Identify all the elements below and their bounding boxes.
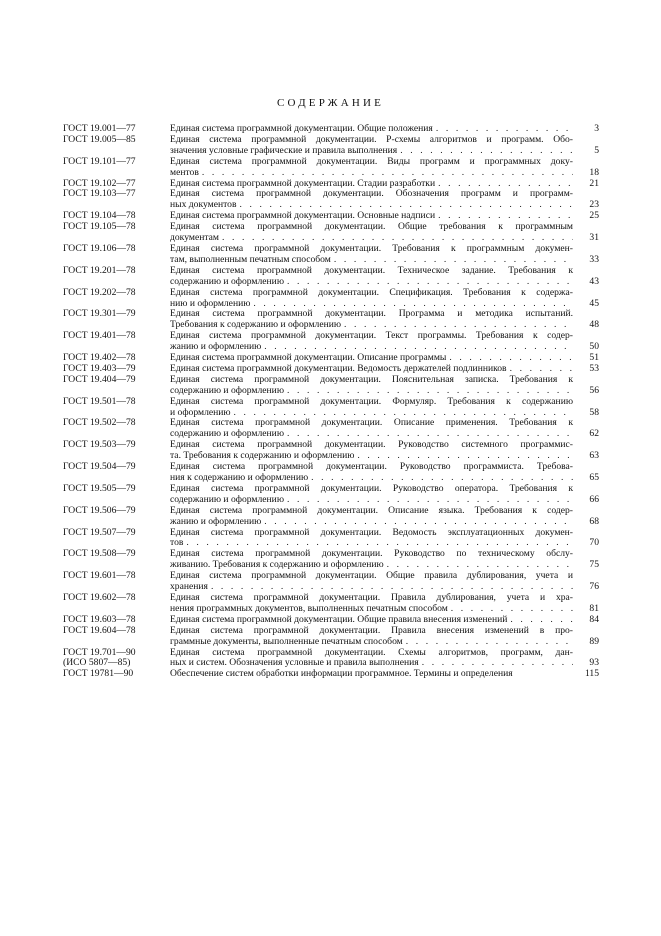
standard-code: ГОСТ 19.202—78 <box>63 286 136 298</box>
entry-title-text: Единая система программной документации. Общие правила дублирования, учета и <box>170 571 573 582</box>
dot-leader <box>284 277 573 288</box>
entry-title-line <box>170 179 599 190</box>
entry-title-text: жанию и оформлению <box>170 516 262 527</box>
entry-title-text: Единая система программной документации. Общие требования к программным <box>170 222 573 233</box>
toc-entry <box>63 135 599 157</box>
entry-title-text: Единая система программной документации. Описание программы <box>170 353 447 364</box>
dot-leader <box>433 124 573 135</box>
entry-description <box>170 549 599 571</box>
toc-entry <box>63 648 599 670</box>
entry-title-text: Единая система программной документации. Основные надписи <box>170 211 436 222</box>
entry-title-text: Единая система программной документации. Р-схемы алгоритмов и программ. Обо- <box>170 134 573 145</box>
entry-title-line <box>170 560 599 571</box>
entry-description <box>170 506 599 528</box>
entry-title-line <box>170 582 599 593</box>
entry-title-text: Единая система программной документации. Пояснительная записка. Требования к <box>170 374 573 385</box>
entry-title-line <box>170 189 599 200</box>
entry-title-text: содержанию и оформлению <box>170 429 284 440</box>
entry-description <box>170 648 599 670</box>
entry-title-text: Единая система программной документации. Стадии разработки <box>170 178 436 189</box>
standard-code: ГОСТ 19.508—79 <box>63 548 136 560</box>
entry-title-line <box>170 397 599 408</box>
page-number: 33 <box>589 254 599 265</box>
entry-description <box>170 462 599 484</box>
entry-title-line <box>170 528 599 539</box>
page-number: 23 <box>589 200 599 211</box>
entry-title-text: Единая система программной документации. Правила внесения изменений в про- <box>170 625 573 636</box>
dot-leader <box>231 408 573 419</box>
entry-title-text: значения условные графические и правила выполнения <box>170 145 398 156</box>
toc-entry <box>63 418 599 440</box>
standard-code: ГОСТ 19.301—79 <box>63 308 136 320</box>
entry-title-text: Единая система программной документации. Обозначения программ и программ- <box>170 189 573 200</box>
entry-title-text: Единая система программной документации. Руководство программиста. Требова- <box>170 462 573 473</box>
dot-leader <box>448 604 573 615</box>
entry-title-text: хранения <box>170 582 208 593</box>
toc-entry <box>63 528 599 550</box>
standard-code: ГОСТ 19.403—79 <box>63 362 136 374</box>
toc-entry <box>63 124 599 135</box>
standard-code: ГОСТ 19.501—78 <box>63 395 136 407</box>
toc-entry <box>63 288 599 310</box>
entry-description <box>170 222 599 244</box>
entry-title-line <box>170 517 599 528</box>
entry-description <box>170 593 599 615</box>
entry-title-text: Единая система программной документации. Правила дублирования, учета и хра- <box>170 592 573 603</box>
dot-leader <box>507 615 573 626</box>
toc-entry <box>63 189 599 211</box>
toc-entry <box>63 669 599 680</box>
page-number: 51 <box>589 353 599 364</box>
dot-leader <box>403 637 573 648</box>
toc-entry <box>63 244 599 266</box>
standard-code: ГОСТ 19.701—90 (ИСО 5807—85) <box>63 646 136 669</box>
entry-description <box>170 211 599 222</box>
entry-title-line <box>170 648 599 659</box>
entry-title-text: Единая система программной документации. Ведомость держателей подлинников <box>170 363 507 374</box>
entry-title-line <box>170 669 599 680</box>
entry-title-line <box>170 451 599 462</box>
entry-title-text: там, выполненным печатным способом <box>170 254 331 265</box>
standard-code: ГОСТ 19.106—78 <box>63 242 136 254</box>
toc-entry <box>63 593 599 615</box>
entry-title-line <box>170 233 599 244</box>
dot-leader <box>284 495 573 506</box>
page-number: 81 <box>589 603 599 614</box>
entry-title-line <box>170 462 599 473</box>
entry-title-text: содержанию и оформлению <box>170 385 284 396</box>
entry-title-line <box>170 429 599 440</box>
dot-leader <box>384 560 573 571</box>
toc-entry <box>63 309 599 331</box>
entry-description <box>170 157 599 179</box>
entry-title-line <box>170 506 599 517</box>
page-number: 3 <box>594 124 599 134</box>
standard-code: ГОСТ 19.507—79 <box>63 526 136 538</box>
entry-title-line <box>170 386 599 397</box>
entry-title-line <box>170 255 599 266</box>
entry-description <box>170 364 599 375</box>
entry-description <box>170 418 599 440</box>
dot-leader <box>419 658 573 669</box>
dot-leader <box>250 299 573 310</box>
standard-code: ГОСТ 19.005—85 <box>63 133 136 145</box>
entry-title-line <box>170 495 599 506</box>
entry-title-text: Единая система программной документации. Программа и методика испытаний. <box>170 309 573 320</box>
page-number: 65 <box>589 473 599 483</box>
entry-title-line <box>170 157 599 168</box>
entry-title-text: Единая система программной документации. Руководство системного программис- <box>170 440 573 451</box>
toc-entry <box>63 331 599 353</box>
standard-code: ГОСТ 19.201—78 <box>63 264 136 276</box>
entry-description <box>170 189 599 211</box>
page-number: 43 <box>589 276 599 287</box>
entry-description <box>170 353 599 364</box>
entry-title-text: Единая система программной документации. Описание языка. Требования к содер- <box>170 505 573 516</box>
standard-code: ГОСТ 19.506—79 <box>63 504 136 516</box>
entry-title-text: и оформлению <box>170 407 231 418</box>
standard-code: ГОСТ 19.102—77 <box>63 177 136 189</box>
toc-entry <box>63 211 599 222</box>
entry-description <box>170 528 599 550</box>
table-of-contents <box>63 124 599 680</box>
entry-title-text: Единая система программной документации. Ведомость эксплуатационных докумен- <box>170 527 573 538</box>
entry-title-line <box>170 211 599 222</box>
standard-code: ГОСТ 19.101—77 <box>63 155 136 167</box>
entry-title-line <box>170 222 599 233</box>
page-number: 68 <box>589 516 599 527</box>
toc-entry <box>63 549 599 571</box>
page-number: 70 <box>589 538 599 549</box>
dot-leader <box>341 320 573 331</box>
entry-title-line <box>170 146 599 157</box>
dot-leader <box>284 429 573 440</box>
entry-title-line <box>170 571 599 582</box>
toc-entry <box>63 364 599 375</box>
entry-title-text: жанию и оформлению <box>170 342 262 353</box>
standard-code: ГОСТ 19.105—78 <box>63 221 136 233</box>
standard-code: ГОСТ 19.103—77 <box>63 188 136 200</box>
standard-code: ГОСТ 19.604—78 <box>63 624 136 636</box>
entry-title-line <box>170 626 599 637</box>
dot-leader <box>199 168 573 179</box>
page-number: 62 <box>589 429 599 440</box>
entry-title-line <box>170 244 599 255</box>
page-number: 21 <box>589 178 599 189</box>
entry-title-text: документам <box>170 233 219 244</box>
entry-title-line <box>170 658 599 669</box>
toc-entry <box>63 222 599 244</box>
toc-entry <box>63 353 599 364</box>
entry-title-line <box>170 299 599 310</box>
toc-entry <box>63 506 599 528</box>
entry-title-text: Единая система программной документации. Техническое задание. Требования к <box>170 265 573 276</box>
entry-title-line <box>170 440 599 451</box>
entry-title-line <box>170 484 599 495</box>
entry-description <box>170 615 599 626</box>
dot-leader <box>446 353 573 364</box>
toc-entry <box>63 571 599 593</box>
dot-leader <box>435 179 573 190</box>
page-number: 89 <box>589 636 599 647</box>
entry-title-text: нения программных документов, выполненных печатным способом <box>170 603 448 614</box>
dot-leader <box>208 582 573 593</box>
dot-leader <box>237 200 573 211</box>
entry-title-text: Единая система программной документации. Формуляр. Требования к содержанию <box>170 396 573 407</box>
entry-title-text: ментов <box>170 167 199 178</box>
entry-title-line <box>170 604 599 615</box>
page-number: 93 <box>589 658 599 669</box>
dot-leader <box>435 211 573 222</box>
entry-title-line <box>170 408 599 419</box>
entry-title-line <box>170 309 599 320</box>
standard-code: ГОСТ 19.503—79 <box>63 439 136 451</box>
page-number: 50 <box>589 342 599 353</box>
dot-leader <box>219 233 573 244</box>
entry-title-line <box>170 168 599 179</box>
entry-description <box>170 331 599 353</box>
entry-title-text: граммные документы, выполненные печатным способом <box>170 636 403 647</box>
dot-leader <box>354 451 573 462</box>
entry-title-text: содержанию и оформлению <box>170 276 284 287</box>
toc-entry <box>63 266 599 288</box>
toc-entry <box>63 397 599 419</box>
standard-code: ГОСТ 19.401—78 <box>63 330 136 342</box>
page-number: 5 <box>594 145 599 156</box>
entry-title-line <box>170 375 599 386</box>
entry-title-text: Требования к содержанию и оформлению <box>170 320 342 331</box>
entry-title-line <box>170 637 599 648</box>
toc-entry <box>63 179 599 190</box>
entry-title-text: Единая система программной документации. Руководство по техническому обслу- <box>170 549 573 560</box>
entry-title-text: Единая система программной документации. Описание применения. Требования к <box>170 418 573 429</box>
standard-code: ГОСТ 19.402—78 <box>63 352 136 364</box>
entry-title-line <box>170 342 599 353</box>
entry-description <box>170 288 599 310</box>
entry-description <box>170 397 599 419</box>
standard-code: ГОСТ 19.502—78 <box>63 417 136 429</box>
entry-title-line <box>170 266 599 277</box>
entry-title-line <box>170 364 599 375</box>
entry-title-line <box>170 473 599 484</box>
entry-title-text: Единая система программной документации. Схемы алгоритмов, программ, дан- <box>170 647 573 658</box>
dot-leader <box>308 473 573 484</box>
entry-title-line <box>170 124 599 135</box>
entry-description <box>170 135 599 157</box>
entry-description <box>170 669 599 680</box>
entry-title-line <box>170 615 599 626</box>
dot-leader <box>261 342 573 353</box>
entry-title-text: Единая система программной документации. Общие правила внесения изменений <box>170 614 508 625</box>
entry-description <box>170 626 599 648</box>
entry-description <box>170 309 599 331</box>
entry-description <box>170 124 599 135</box>
entry-description <box>170 266 599 288</box>
dot-leader <box>284 386 573 397</box>
page-number: 56 <box>589 385 599 396</box>
page-number: 63 <box>589 451 599 462</box>
entry-title-text: ния к содержанию и оформлению <box>170 473 309 483</box>
entry-title-text: Единая система программной документации. Виды программ и программных доку- <box>170 156 573 167</box>
entry-title-text: нию и оформлению <box>170 298 251 309</box>
page-title: СОДЕРЖАНИЕ <box>276 97 385 109</box>
entry-title-line <box>170 331 599 342</box>
entry-title-line <box>170 288 599 299</box>
dot-leader <box>261 517 573 528</box>
toc-entry <box>63 440 599 462</box>
standard-code: ГОСТ 19.504—79 <box>63 461 136 473</box>
entry-title-line <box>170 200 599 211</box>
page-number: 84 <box>589 614 599 625</box>
entry-title-text: живанию. Требования к содержанию и оформлению <box>170 560 384 571</box>
standard-code: ГОСТ 19.404—79 <box>63 373 136 385</box>
toc-entry <box>63 626 599 648</box>
entry-title-line <box>170 353 599 364</box>
page-number: 31 <box>589 233 599 244</box>
entry-title-text: Единая система программной документации. Руководство оператора. Требования к <box>170 483 573 494</box>
page-number: 53 <box>589 363 599 374</box>
entry-description <box>170 375 599 397</box>
dot-leader <box>397 146 573 157</box>
entry-title-line <box>170 320 599 331</box>
page-number: 115 <box>584 669 599 680</box>
dot-leader <box>507 364 573 375</box>
standard-code: ГОСТ 19.505—79 <box>63 482 136 494</box>
entry-title-line <box>170 538 599 549</box>
entry-title-text: ных документов <box>170 200 237 211</box>
page-number: 48 <box>589 320 599 331</box>
toc-entry <box>63 157 599 179</box>
standard-code: ГОСТ 19.001—77 <box>63 123 136 134</box>
entry-title-text: Обеспечение систем обработки информации программное. Термины и определения <box>170 669 513 680</box>
entry-title-line <box>170 593 599 604</box>
entry-title-line <box>170 418 599 429</box>
page-number: 75 <box>589 560 599 571</box>
page-number: 76 <box>589 582 599 593</box>
dot-leader <box>183 538 573 549</box>
standard-code: ГОСТ 19.602—78 <box>63 591 136 603</box>
entry-title-text: Единая система программной документации. Общие положения <box>170 124 433 134</box>
entry-title-line <box>170 549 599 560</box>
entry-title-text: Единая система программной документации. Требования к программным докумен- <box>170 243 573 254</box>
page-number: 45 <box>589 298 599 309</box>
dot-leader <box>331 255 573 266</box>
entry-description <box>170 484 599 506</box>
entry-description <box>170 244 599 266</box>
standard-code: ГОСТ 19.104—78 <box>63 210 136 222</box>
page-number: 58 <box>589 407 599 418</box>
page-number: 25 <box>589 211 599 222</box>
entry-title-text: Единая система программной документации. Спецификация. Требования к содержа- <box>170 287 573 298</box>
entry-title-text: та. Требования к содержанию и оформлению <box>170 451 355 462</box>
entry-title-text: Единая система программной документации. Текст программы. Требования к содер- <box>170 331 573 342</box>
page-number: 66 <box>589 494 599 505</box>
entry-title-text: тов <box>170 538 184 549</box>
toc-entry <box>63 375 599 397</box>
standard-code: ГОСТ 19781—90 <box>63 668 134 680</box>
entry-title-text: содержанию и оформлению <box>170 494 284 505</box>
entry-title-text: ных и систем. Обозначения условные и правила выполнения <box>170 658 419 669</box>
standard-code: ГОСТ 19.601—78 <box>63 570 136 582</box>
toc-entry <box>63 615 599 626</box>
standard-code: ГОСТ 19.603—78 <box>63 613 136 625</box>
page-number: 18 <box>589 167 599 178</box>
entry-title-line <box>170 277 599 288</box>
toc-entry <box>63 462 599 484</box>
entry-description <box>170 571 599 593</box>
entry-description <box>170 179 599 190</box>
toc-entry <box>63 484 599 506</box>
entry-description <box>170 440 599 462</box>
entry-title-line <box>170 135 599 146</box>
